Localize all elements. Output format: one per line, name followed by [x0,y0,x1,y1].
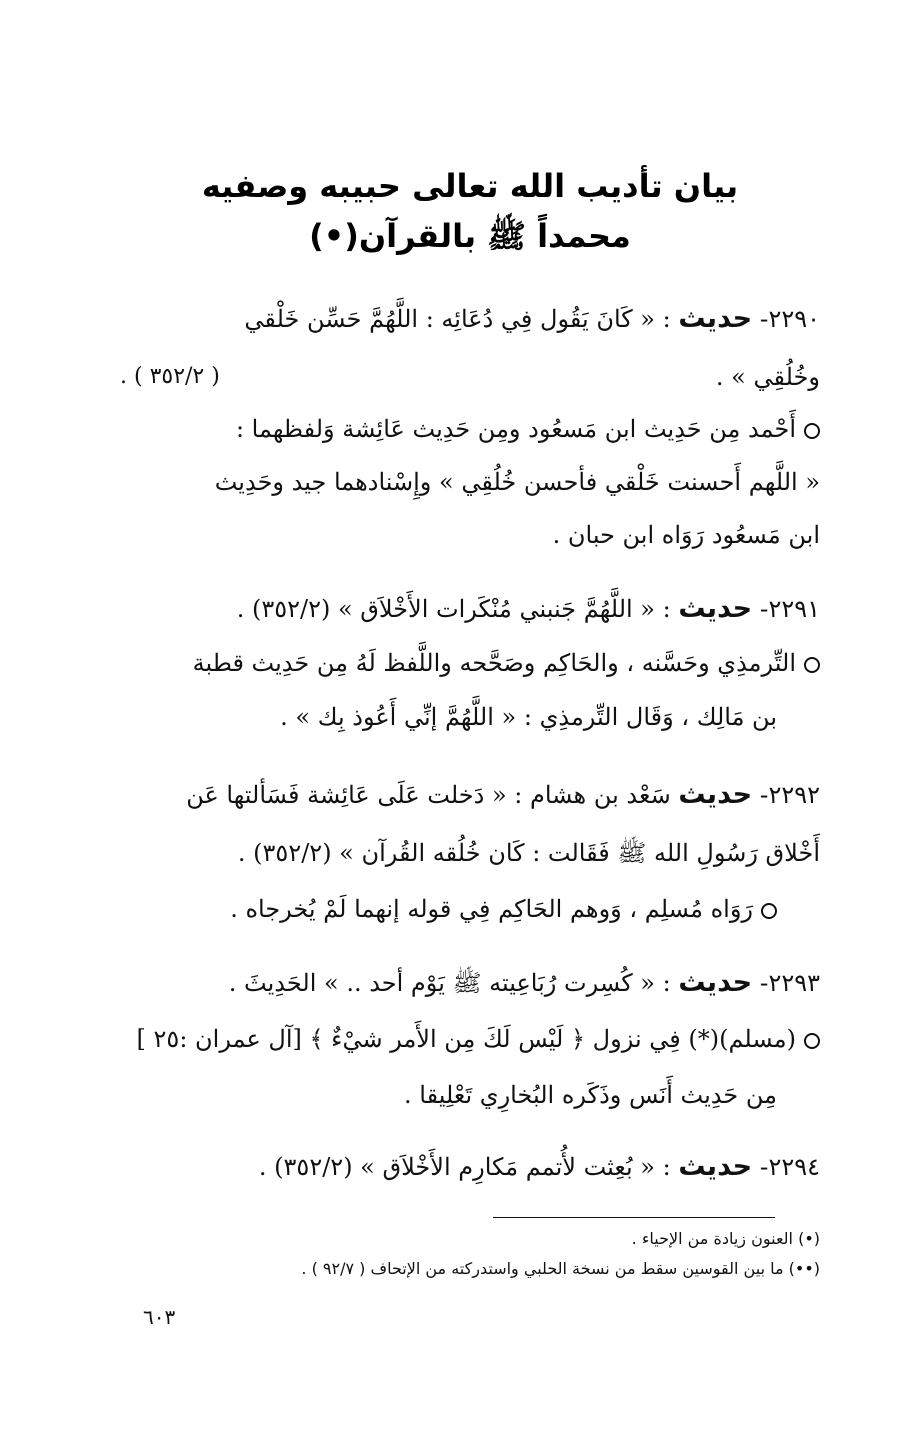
footnote-divider [493,1217,775,1218]
hadith-2290-reference: ( ٣٥٢/٢ ) . [120,364,220,389]
hadith-2290-note-2: « اللَّهم أَحسنت خَلْقي فأحسن خُلُقِي » وإِسْنادهما جيد وحَدِيث [214,468,820,496]
hadith-2292-line-2: أَخْلاق رَسُولِ الله ﷺ فَقَالت : كَان خُلُقه القُرآن » (٣٥٢/٢) . [237,839,820,867]
circle-bullet-icon [804,657,820,673]
hadith-2292-line-1 [100,778,820,812]
note-text: (مسلم)(*) فِي نزول ﴿ لَيْس لَكَ مِن الأَمر شيْءٌ ﴾ [آل عمران :٢٥ ] [136,1025,796,1053]
circle-bullet-icon [804,423,820,439]
hadith-number: ٢٢٩١- [759,595,820,623]
note-text: رَوَاه مُسلِم ، وَوهم الحَاكِم فِي قوله إنهما لَمْ يُخرجاه . [230,895,753,923]
hadith-text: : « اللَّهُمَّ جَنبني مُنْكَرات الأَخْلاَق » (٣٥٢/٢) . [236,595,671,623]
circle-bullet-icon [761,903,777,919]
hadith-number: ٢٢٩٣- [759,969,820,997]
hadith-text: : « بُعِثت لأُتمم مَكارِم الأَخْلاَق » (٣٥٢/٢) . [258,1153,671,1181]
note-text: أَحْمد مِن حَدِيث ابن مَسعُود ومِن حَدِيث عَائِشة وَلفظهما : [235,415,796,443]
hadith-2291-note-2: بن مَالِك ، وَقَال التِّرمذِي : « اللَّهُمَّ إنِّي أَعُوذ بِك » . [280,703,777,731]
hadith-text: : « كَانَ يَقُول فِي دُعَائِه : اللَّهُمَّ حَسِّن خَلْقي [244,305,671,333]
hadith-number: ٢٢٩٢- [759,781,820,809]
hadith-number: ٢٢٩٠- [759,305,820,333]
hadith-keyword: حديث [678,779,753,810]
chapter-title-line-2: محمداً ﷺ بالقرآن(•) [309,217,631,255]
hadith-2290-line-1 [100,302,820,336]
note-text: التِّرمذِي وحَسَّنه ، والحَاكِم وصَحَّحه واللَّفظ لَهُ مِن حَدِيث قطبة [192,649,796,677]
hadith-text: : « كُسِرت رُبَاعِيته ﷺ يَوْم أحد .. » الحَدِيثَ . [228,969,671,997]
hadith-2290-note-1 [100,412,820,446]
hadith-2292-note-1 [100,892,777,926]
hadith-2291-note-1 [100,646,820,680]
hadith-2290-line-2: وخُلُقِي » . [715,363,820,391]
footnote-1: (•) العنون زيادة من الإحياء . [631,1229,820,1248]
hadith-2291-line-1 [100,592,820,626]
hadith-keyword: حديث [678,1151,753,1182]
hadith-2293-note-1 [100,1022,820,1056]
hadith-2293-note-2: مِن حَدِيث أَنَس وذَكَره البُخارِي تَعْلِيقا . [404,1081,777,1109]
hadith-2290-note-3: ابن مَسعُود رَوَاه ابن حبان . [552,521,820,549]
page-number: ٦٠٣ [143,1305,176,1329]
chapter-title-line-1: بيان تأديب الله تعالى حبيبه وصفيه [201,167,739,205]
circle-bullet-icon [804,1033,820,1049]
hadith-2294-line-1 [100,1150,820,1184]
hadith-number: ٢٢٩٤- [759,1153,820,1181]
hadith-2293-line-1 [100,966,820,1000]
footnote-2: (••) ما بين القوسين سقط من نسخة الحلبي واستدركته من الإتحاف ( ٩٢/٧ ) . [301,1259,820,1278]
hadith-keyword: حديث [678,593,753,624]
hadith-keyword: حديث [678,303,753,334]
hadith-keyword: حديث [678,967,753,998]
hadith-text: سَعْد بن هشام : « دَخلت عَلَى عَائِشة فَسَألتها عَن [186,781,671,809]
